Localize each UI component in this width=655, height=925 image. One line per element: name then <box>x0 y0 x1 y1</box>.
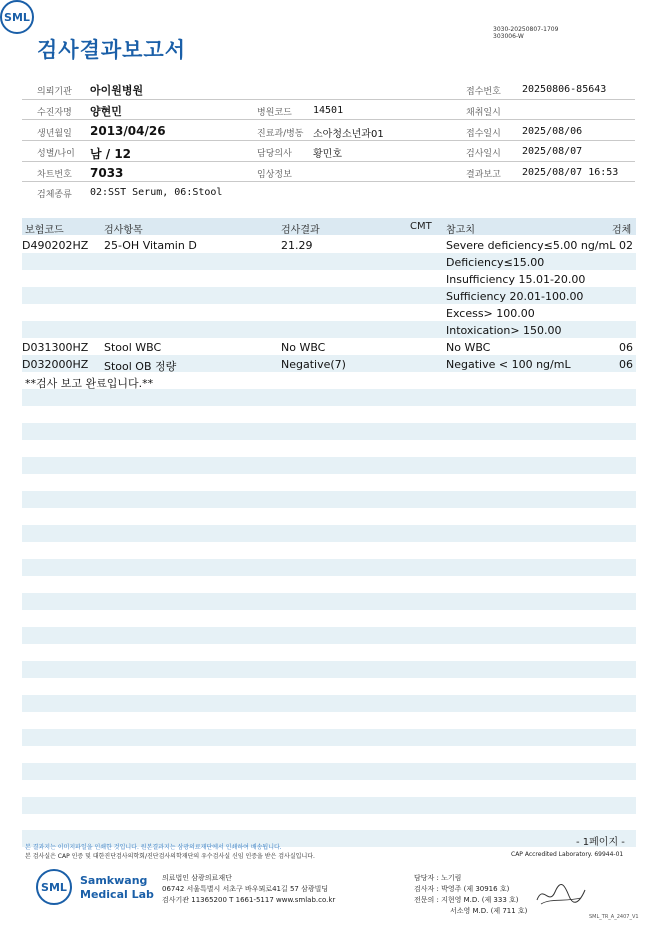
col-item: 검사항목 <box>104 225 143 236</box>
result-ref: Deficiency≤15.00 <box>446 256 545 269</box>
row-stripe <box>22 661 636 678</box>
result-ref: Severe deficiency≤5.00 ng/mL <box>446 239 616 252</box>
specimen-value: 02:SST Serum, 06:Stool <box>90 187 223 198</box>
row-stripe <box>22 389 636 406</box>
receipt-date-label: 접수일시 <box>466 129 501 139</box>
sml-footer-logo: SML <box>36 869 72 905</box>
row-stripe <box>22 763 636 780</box>
cap-notice: 본 검사실은 CAP 인증 및 대한진단검사의학회/진단검사의학재단의 우수검사실 신임 인증을 받은 검사실입니다. <box>25 853 315 860</box>
report-code-2: 303006-W <box>493 33 524 40</box>
col-ref: 참고치 <box>446 225 475 236</box>
org-name-en-2: Medical Lab <box>80 888 154 901</box>
result-result: No WBC <box>281 341 326 354</box>
row-stripe <box>22 695 636 712</box>
hospital-value: 아이원병원 <box>90 84 144 97</box>
result-result: 21.29 <box>281 239 313 252</box>
name-value: 양현민 <box>90 105 122 118</box>
row-stripe <box>22 593 636 610</box>
hospital-label: 의뢰기관 <box>37 87 72 97</box>
specimen-label: 검체종류 <box>37 190 72 200</box>
birth-value: 2013/04/26 <box>90 124 166 138</box>
result-item: 25-OH Vitamin D <box>104 239 197 252</box>
test-date-label: 검사일시 <box>466 149 501 159</box>
result-ref: Negative < 100 ng/mL <box>446 358 571 371</box>
test-date-value: 2025/08/07 <box>522 146 583 157</box>
chart-no-label: 차트번호 <box>37 170 72 180</box>
image-notice: 본 결과지는 이미지파일을 인쇄한 것입니다. 원본결과지는 삼광의료재단에서 인쇄하여 배송됩니다. <box>25 844 282 851</box>
dept-value: 소아청소년과01 <box>313 129 384 140</box>
hospital-code-value: 14501 <box>313 105 344 116</box>
doctor-value: 황민호 <box>313 149 342 160</box>
result-code: D490202HZ <box>22 239 89 252</box>
report-date-label: 결과보고 <box>466 170 501 180</box>
page-title: 검사결과보고서 <box>37 38 187 62</box>
staff-specialist-2: 서소영 M.D. (제 711 호) <box>450 907 528 915</box>
result-spec: 06 <box>619 341 633 354</box>
clinical-label: 임상정보 <box>257 170 292 180</box>
org-contact: 검사기관 11365200 T 1661-5117 www.smlab.co.kr <box>162 896 336 904</box>
org-address: 06742 서울특별시 서초구 바우뫼로41길 57 삼광빌딩 <box>162 885 329 893</box>
hospital-code-label: 병원코드 <box>257 108 292 118</box>
row-stripe <box>22 491 636 508</box>
col-cmt: CMT <box>410 221 432 232</box>
result-ref: Insufficiency 15.01-20.00 <box>446 273 586 286</box>
result-item: Stool WBC <box>104 341 162 354</box>
receipt-date-value: 2025/08/06 <box>522 126 583 137</box>
doctor-label: 담당의사 <box>257 149 292 159</box>
name-label: 수진자명 <box>37 108 72 118</box>
result-spec: 02 <box>619 239 633 252</box>
result-ref: No WBC <box>446 341 491 354</box>
signature <box>535 880 587 910</box>
col-code: 보험코드 <box>25 225 64 236</box>
staff-tester: 검사자 : 박영주 (제 30916 호) <box>414 885 510 893</box>
result-spec: 06 <box>619 358 633 371</box>
sml-logo: SML <box>0 0 34 34</box>
page-number: - 1페이지 - <box>576 837 625 848</box>
report-code: 3030-20250807-1709 <box>493 26 559 33</box>
row-stripe <box>22 627 636 644</box>
row-stripe <box>22 457 636 474</box>
row-stripe <box>22 797 636 814</box>
org-name-en-1: Samkwang <box>80 874 148 887</box>
row-stripe <box>22 525 636 542</box>
dept-label: 진료과/병동 <box>257 129 304 139</box>
result-code: D032000HZ <box>22 358 89 371</box>
sex-age-value: 남 / 12 <box>90 147 132 161</box>
receipt-no-value: 20250806-85643 <box>522 84 607 95</box>
row-stripe <box>22 559 636 576</box>
chart-no-value: 7033 <box>90 166 124 180</box>
staff-specialist-1: 전문의 : 지현영 M.D. (제 333 호) <box>414 896 519 904</box>
result-code: D031300HZ <box>22 341 89 354</box>
birth-label: 생년월일 <box>37 129 72 139</box>
report-date-value: 2025/08/07 16:53 <box>522 167 619 178</box>
staff-manager: 담당자 : 노기림 <box>414 874 462 882</box>
form-code: SML_TR_A_2407_V1 <box>589 914 639 920</box>
row-stripe <box>22 729 636 746</box>
row-stripe <box>22 423 636 440</box>
completion-note: **검사 보고 완료입니다.** <box>25 377 154 390</box>
receipt-no-label: 접수번호 <box>466 87 501 97</box>
cap-accredited: CAP Accredited Laboratory. 69944-01 <box>511 851 624 858</box>
result-ref: Excess> 100.00 <box>446 307 535 320</box>
col-spec: 검체 <box>612 225 632 236</box>
org-name-ko: 의료법인 삼광의료재단 <box>162 874 232 882</box>
result-ref: Intoxication> 150.00 <box>446 324 562 337</box>
result-result: Negative(7) <box>281 358 346 371</box>
collect-date-label: 채취일시 <box>466 108 501 118</box>
result-item: Stool OB 정량 <box>104 360 177 373</box>
result-ref: Sufficiency 20.01-100.00 <box>446 290 584 303</box>
sex-age-label: 성별/나이 <box>37 149 75 159</box>
col-result: 검사결과 <box>281 225 320 236</box>
